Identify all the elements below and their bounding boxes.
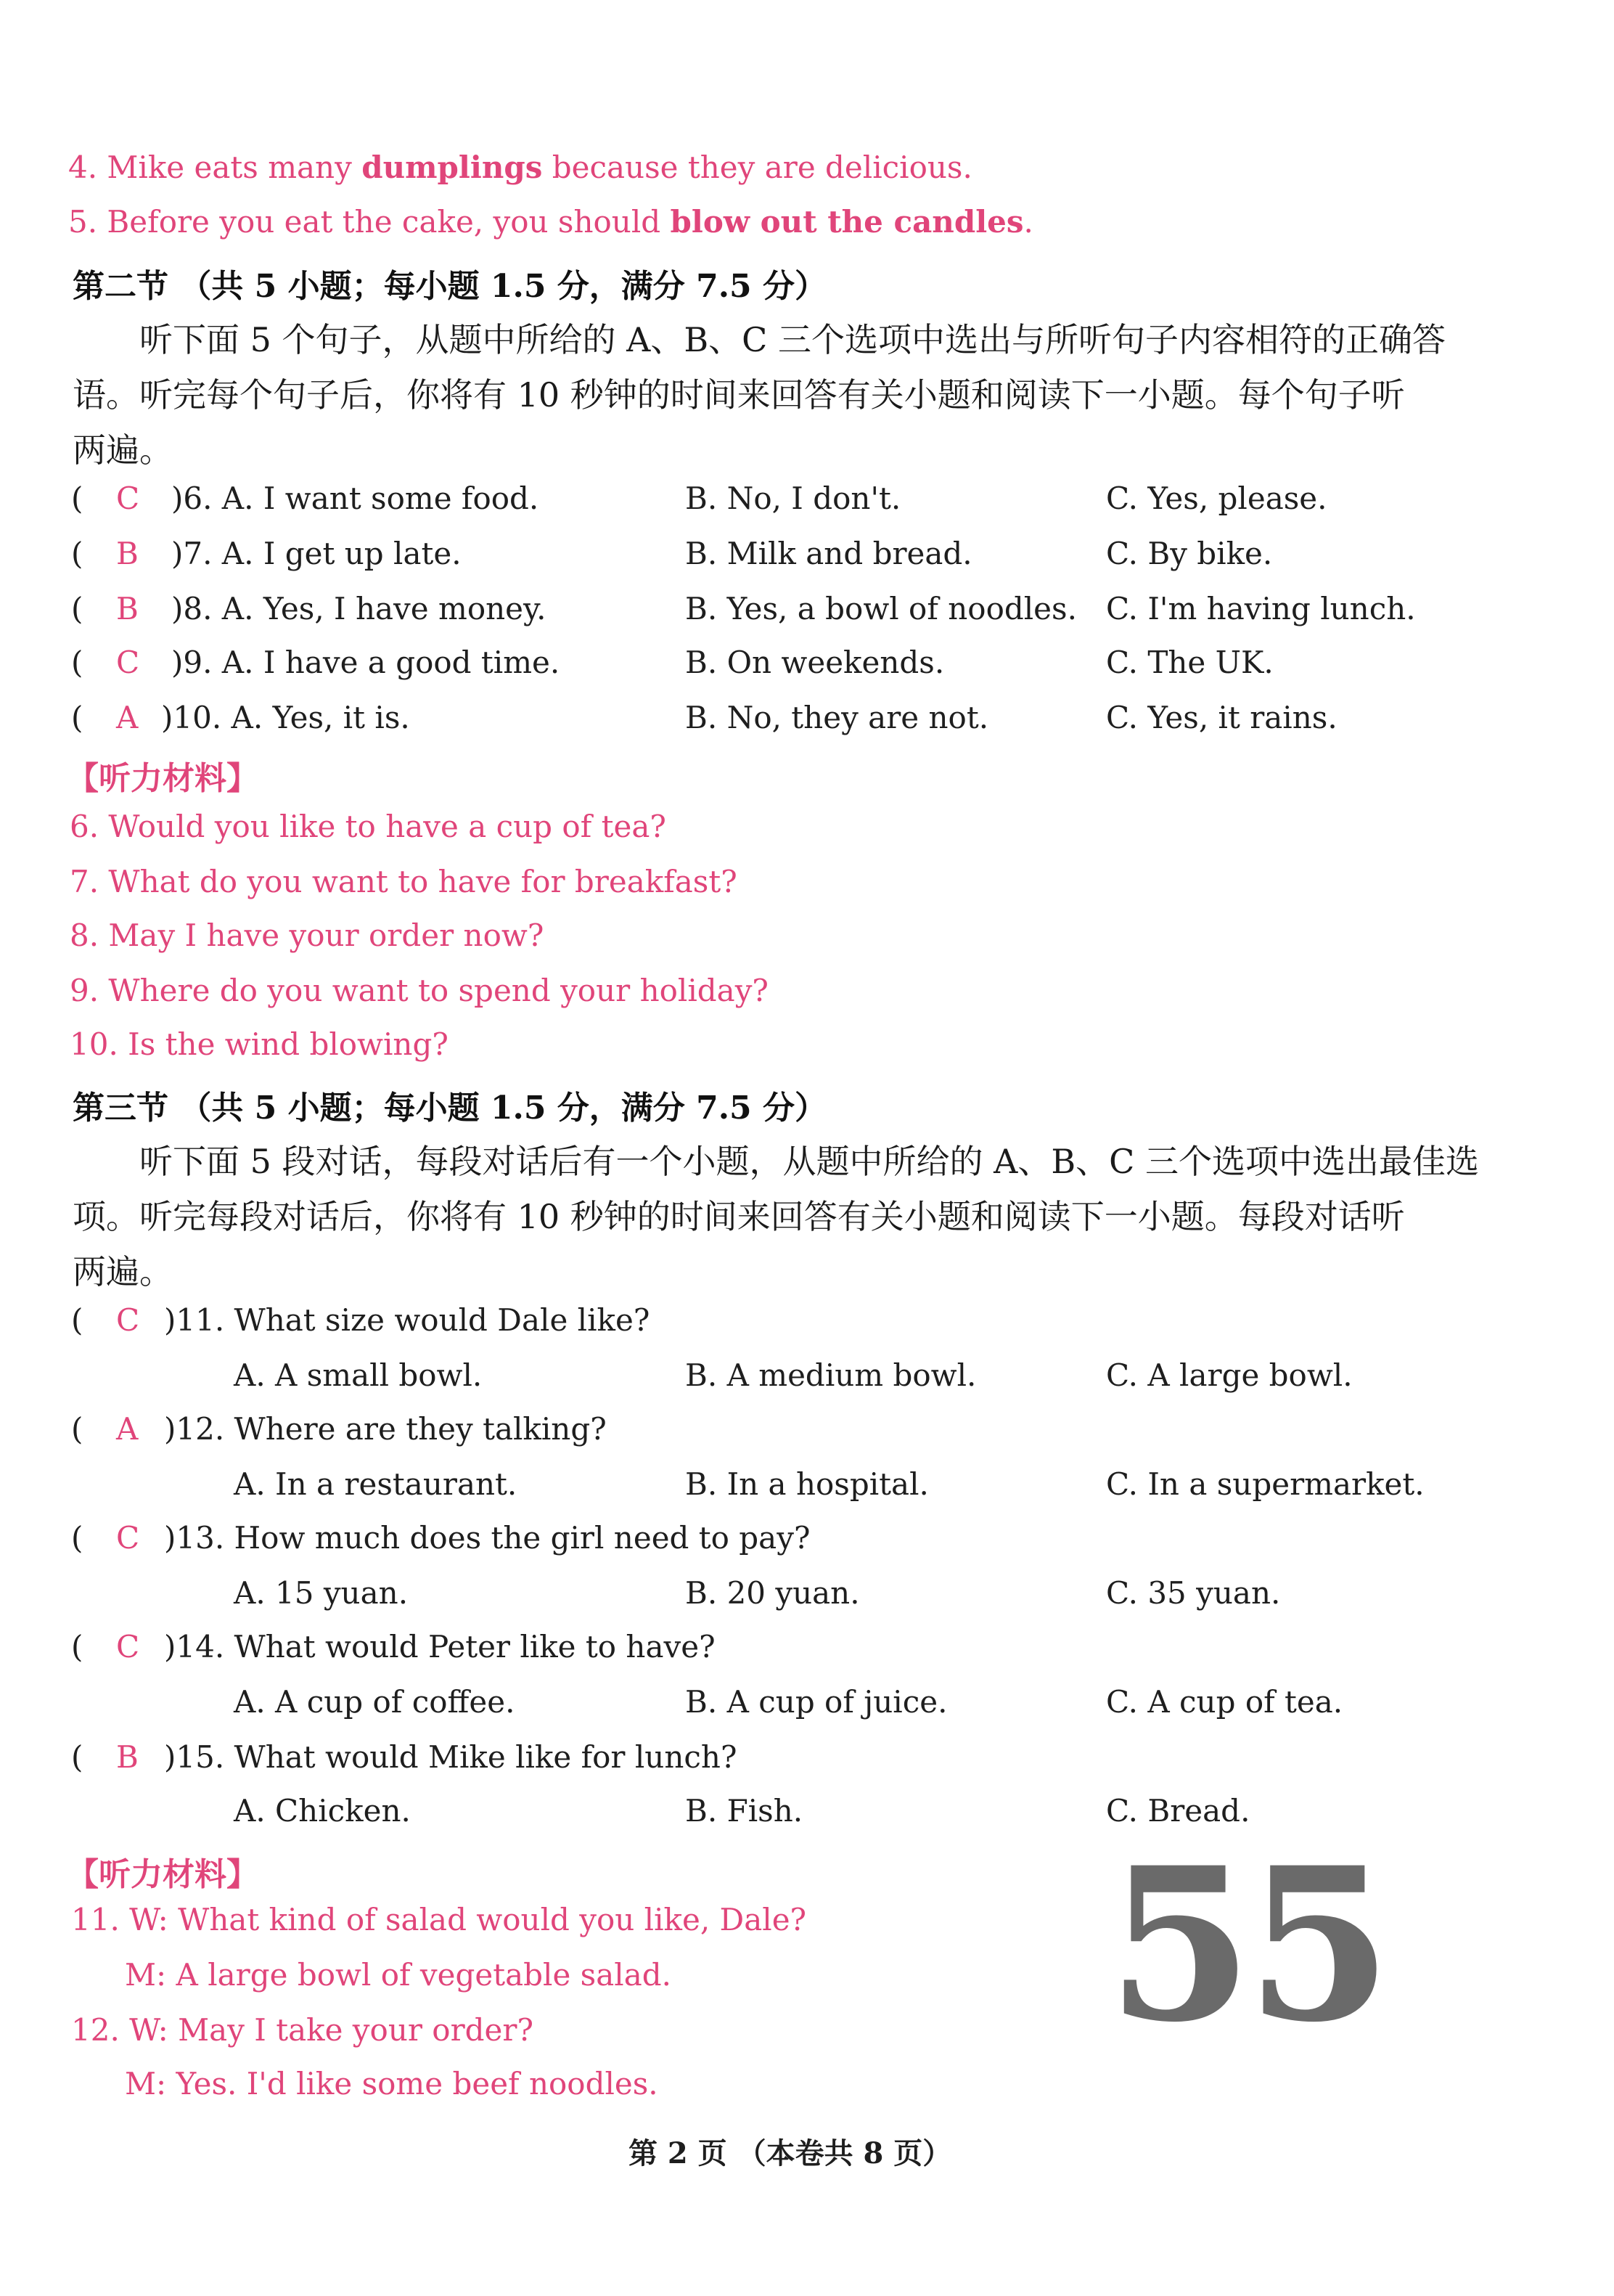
question-stem: )7. A. I get up late.: [171, 536, 462, 571]
material-line-12w: 12. W: May I take your order?: [71, 2012, 533, 2048]
answer-mark: B: [116, 536, 139, 571]
option-c: C. A cup of tea.: [1106, 1684, 1343, 1720]
option-a: A. In a restaurant.: [234, 1466, 517, 1502]
option-b: B. On weekends.: [685, 645, 945, 680]
section-3-title: 第三节 （共 5 小题；每小题 1.5 分，满分 7.5 分）: [73, 1090, 827, 1127]
material-line-11m: M: A large bowl of vegetable salad.: [125, 1957, 671, 1993]
line-5-suffix: .: [1023, 204, 1033, 240]
answer-paren: (: [71, 591, 83, 626]
option-b: B. No, they are not.: [685, 700, 989, 735]
question-stem: )9. A. I have a good time.: [171, 645, 560, 680]
page-number-badge: 55: [1107, 1822, 1385, 2069]
line-5-prefix: 5. Before you eat the cake, you should: [68, 204, 671, 240]
line-4-suffix: because they are delicious.: [542, 150, 972, 185]
answer-paren: (: [71, 1520, 83, 1556]
option-c: C. Yes, please.: [1106, 481, 1327, 516]
option-c: C. A large bowl.: [1106, 1357, 1353, 1393]
material-line-10: 10. Is the wind blowing?: [70, 1026, 448, 1062]
answer-mark: B: [116, 591, 139, 626]
section-2-instruction-1: 听下面 5 个句子，从题中所给的 A、B、C 三个选项中选出与所听句子内容相符的正确答: [139, 320, 1446, 359]
option-b: B. Milk and bread.: [685, 536, 972, 571]
option-b: B. Yes, a bowl of noodles.: [685, 591, 1077, 626]
answer-mark: C: [116, 645, 140, 680]
question-stem: )12. Where are they talking?: [164, 1411, 607, 1447]
option-b: B. 20 yuan.: [685, 1575, 860, 1611]
section-3-instruction-3: 两遍。: [73, 1252, 173, 1291]
page-footer: 第 2 页 （本卷共 8 页）: [628, 2136, 952, 2170]
answer-paren: (: [71, 481, 83, 516]
answer-mark: C: [116, 1629, 140, 1664]
option-c: C. In a supermarket.: [1106, 1466, 1425, 1502]
answer-mark: A: [116, 700, 139, 735]
answer-mark: C: [116, 1302, 140, 1338]
section-2-instruction-3: 两遍。: [73, 430, 173, 470]
answer-paren: (: [71, 1739, 83, 1775]
option-c: C. By bike.: [1106, 536, 1273, 571]
option-b: B. A cup of juice.: [685, 1684, 948, 1720]
answer-paren: (: [71, 1302, 83, 1338]
option-b: B. Fish.: [685, 1793, 803, 1829]
material-line-7: 7. What do you want to have for breakfast?: [70, 864, 737, 899]
option-c: C. Yes, it rains.: [1106, 700, 1338, 735]
listening-material-tag-2: 【听力材料】: [67, 1856, 258, 1893]
material-line-9: 9. Where do you want to spend your holiday?: [70, 973, 769, 1008]
question-stem: )6. A. I want some food.: [171, 481, 539, 516]
answer-paren: (: [71, 1629, 83, 1664]
answer-mark: B: [116, 1739, 139, 1775]
option-a: A. Chicken.: [234, 1793, 411, 1829]
question-stem: )8. A. Yes, I have money.: [171, 591, 546, 626]
material-line-5: [68, 204, 1033, 240]
question-stem: )14. What would Peter like to have?: [164, 1629, 716, 1664]
answer-mark: A: [116, 1411, 139, 1447]
section-2-title: 第二节 （共 5 小题；每小题 1.5 分，满分 7.5 分）: [73, 268, 827, 305]
section-2-instruction-2: 语。听完每个句子后，你将有 10 秒钟的时间来回答有关小题和阅读下一小题。每个句子听: [73, 375, 1405, 414]
option-c: C. I'm having lunch.: [1106, 591, 1416, 626]
option-b: B. In a hospital.: [685, 1466, 929, 1502]
material-line-8: 8. May I have your order now?: [70, 918, 544, 953]
answer-paren: (: [71, 536, 83, 571]
question-stem: )11. What size would Dale like?: [164, 1302, 650, 1338]
question-stem: )13. How much does the girl need to pay?: [164, 1520, 811, 1556]
option-c: C. 35 yuan.: [1106, 1575, 1281, 1611]
option-b: B. No, I don't.: [685, 481, 901, 516]
answer-paren: (: [71, 700, 83, 735]
option-c: C. The UK.: [1106, 645, 1274, 680]
option-a: A. A small bowl.: [234, 1357, 483, 1393]
option-a: A. A cup of coffee.: [234, 1684, 515, 1720]
answer-mark: C: [116, 481, 140, 516]
option-a: A. 15 yuan.: [234, 1575, 409, 1611]
listening-material-tag-1: 【听力材料】: [67, 760, 258, 797]
material-line-4: [68, 150, 972, 185]
line-5-keyword: blow out the candles: [670, 204, 1024, 240]
line-4-keyword: dumplings: [361, 150, 543, 185]
section-3-instruction-1: 听下面 5 段对话，每段对话后有一个小题，从题中所给的 A、B、C 三个选项中选出最佳选: [139, 1142, 1479, 1181]
section-3-instruction-2: 项。听完每段对话后，你将有 10 秒钟的时间来回答有关小题和阅读下一小题。每段对话听: [73, 1197, 1405, 1236]
answer-mark: C: [116, 1520, 140, 1556]
material-line-6: 6. Would you like to have a cup of tea?: [70, 809, 666, 844]
line-4-prefix: 4. Mike eats many: [68, 150, 362, 185]
question-stem: )10. A. Yes, it is.: [161, 700, 410, 735]
material-line-11w: 11. W: What kind of salad would you like, Dale?: [71, 1902, 807, 1937]
answer-paren: (: [71, 1411, 83, 1447]
question-stem: )15. What would Mike like for lunch?: [164, 1739, 737, 1775]
answer-paren: (: [71, 645, 83, 680]
material-line-12m: M: Yes. I'd like some beef noodles.: [125, 2066, 658, 2101]
option-c: C. Bread.: [1106, 1793, 1250, 1829]
option-b: B. A medium bowl.: [685, 1357, 977, 1393]
